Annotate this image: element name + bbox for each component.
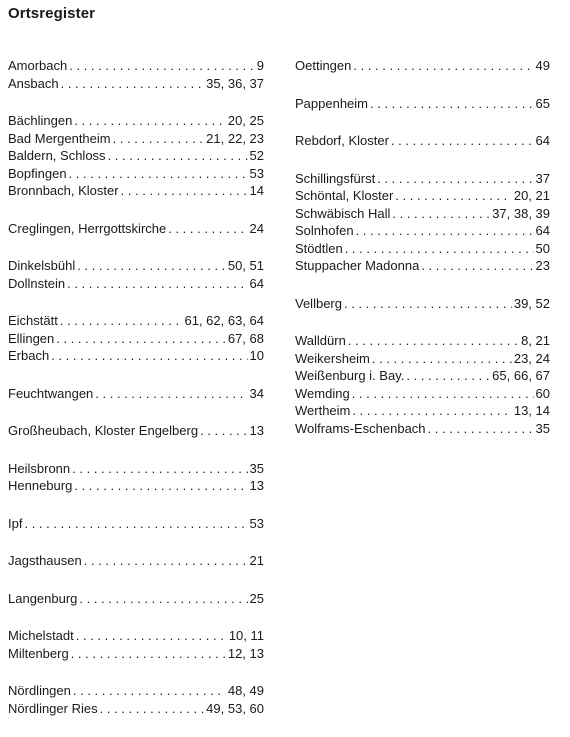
place-name: Langenburg: [8, 590, 78, 606]
place-name: Vellberg: [295, 295, 342, 311]
place-name: Bächlingen: [8, 113, 73, 128]
index-letter-group: [8, 590, 264, 608]
dot-leader: [395, 187, 512, 205]
page-numbers: 37, 38, 39: [492, 205, 550, 221]
index-entry: [295, 222, 550, 240]
place-name: Henneburg: [8, 478, 73, 493]
page-numbers: 37: [535, 170, 550, 186]
dot-leader: [370, 95, 534, 113]
place-name: Großheubach, Kloster Engelberg: [8, 423, 199, 438]
place-name: Erbach: [8, 348, 50, 363]
dot-leader: [84, 552, 248, 570]
page-numbers: 49: [535, 58, 550, 73]
place-name: Dollnstein: [8, 275, 66, 291]
page-numbers: 50: [535, 240, 550, 256]
page-numbers: 65, 66, 67: [492, 368, 550, 383]
index-entry: [8, 645, 264, 663]
index-entry: [295, 295, 550, 313]
index-entry: [295, 187, 550, 205]
dot-leader: [73, 682, 226, 700]
page-numbers: 12, 13: [227, 645, 264, 661]
index-entry: [8, 460, 264, 478]
index-entry: [295, 367, 550, 385]
page-numbers: 53: [249, 515, 264, 531]
index-letter-group: [8, 312, 264, 365]
index-entry: [8, 515, 264, 533]
dot-leader: [72, 460, 247, 478]
page-numbers: 13, 14: [513, 403, 550, 418]
place-name: Jagsthausen: [8, 553, 82, 568]
index-entry: [8, 700, 264, 718]
index-entry: [295, 350, 550, 368]
index-letter-group: [8, 422, 264, 440]
page-numbers: 50, 51: [227, 258, 264, 273]
dot-leader: [121, 182, 248, 200]
index-letter-group: [8, 57, 264, 92]
dot-leader: [344, 295, 512, 313]
page-numbers: 67, 68: [227, 330, 264, 346]
page-numbers: 64: [535, 133, 550, 148]
index-entry: [8, 220, 264, 238]
page-numbers: 13: [249, 478, 264, 493]
index-entry: [8, 130, 264, 148]
place-name: Ellingen: [8, 330, 55, 346]
place-name: Oettingen: [295, 58, 352, 73]
dot-leader: [100, 700, 205, 718]
dot-leader: [352, 402, 511, 420]
index-letter-group: [8, 220, 264, 238]
index-entry: [8, 75, 264, 93]
place-name: Schwäbisch Hall: [295, 205, 391, 221]
place-name: Schillingsfürst: [295, 170, 376, 186]
dot-leader: [391, 132, 534, 150]
index-entry: [295, 385, 550, 403]
dot-leader: [24, 515, 247, 533]
page-numbers: 64: [249, 275, 264, 291]
index-entry: [8, 182, 264, 200]
place-name: Weißenburg i. Bay.: [295, 368, 405, 383]
index-entry: [8, 57, 264, 75]
page-numbers: 23, 24: [513, 350, 550, 366]
place-name: Eichstätt: [8, 313, 58, 328]
place-name: Ansbach: [8, 75, 59, 91]
index-entry: [8, 347, 264, 365]
index-entry: [8, 385, 264, 403]
page-numbers: 14: [249, 183, 264, 198]
index-entry: [295, 332, 550, 350]
dot-leader: [392, 205, 490, 223]
place-name: Stuppacher Madonna: [295, 258, 420, 273]
page-numbers: 13: [249, 423, 264, 438]
place-name: Stödtlen: [295, 240, 343, 256]
index-entry: [295, 132, 550, 150]
page-numbers: 65: [535, 95, 550, 111]
page-numbers: 35: [249, 460, 264, 476]
place-name: Wolframs-Eschenbach: [295, 420, 426, 436]
dot-leader: [356, 222, 534, 240]
page-numbers: 21, 22, 23: [206, 130, 264, 146]
dot-leader: [51, 347, 247, 365]
index-letter-group: [295, 132, 550, 150]
dot-leader: [95, 385, 247, 403]
page-title: Ortsregister: [8, 5, 96, 22]
page-numbers: 39, 52: [513, 295, 550, 311]
page-numbers: 9: [256, 58, 264, 73]
dot-leader: [61, 75, 205, 93]
index-entry: [8, 312, 264, 330]
dot-leader: [345, 240, 534, 258]
index-letter-group: [8, 552, 264, 570]
index-column-right: [295, 57, 550, 457]
dot-leader: [352, 385, 534, 403]
index-entry: [8, 552, 264, 570]
place-name: Miltenberg: [8, 645, 69, 661]
dot-leader: [168, 220, 247, 238]
dot-leader: [69, 57, 255, 75]
index-entry: [8, 330, 264, 348]
page-numbers: 10, 11: [228, 628, 264, 643]
place-name: Pappenheim: [295, 95, 368, 111]
dot-leader: [79, 590, 247, 608]
page-numbers: 25: [249, 590, 264, 606]
page-numbers: 61, 62, 63, 64: [184, 313, 264, 328]
index-entry: [295, 240, 550, 258]
index-entry: [295, 170, 550, 188]
index-letter-group: [295, 95, 550, 113]
page-numbers: 35: [535, 420, 550, 436]
index-column-left: [8, 57, 264, 737]
place-name: Bopfingen: [8, 165, 67, 181]
index-letter-group: [8, 112, 264, 200]
dot-leader: [113, 130, 205, 148]
dot-leader: [74, 477, 247, 495]
dot-leader: [428, 420, 534, 438]
page-numbers: 20, 21: [513, 188, 550, 203]
place-name: Heilsbronn: [8, 460, 71, 476]
page-numbers: 34: [249, 385, 264, 401]
page-numbers: 52: [249, 148, 264, 163]
place-name: Nördlingen: [8, 683, 71, 698]
place-name: Schöntal, Kloster: [295, 188, 394, 203]
place-name: Dinkelsbühl: [8, 258, 76, 273]
dot-leader: [200, 422, 247, 440]
place-name: Baldern, Schloss: [8, 148, 106, 163]
index-entry: [295, 95, 550, 113]
index-entry: [8, 112, 264, 130]
dot-leader: [372, 350, 512, 368]
dot-leader: [348, 332, 519, 350]
index-letter-group: [8, 515, 264, 533]
page-numbers: 10: [249, 348, 264, 363]
dot-leader: [56, 330, 226, 348]
place-name: Bad Mergentheim: [8, 130, 111, 146]
page-numbers: 53: [249, 165, 264, 181]
index-entry: [295, 420, 550, 438]
place-name: Wertheim: [295, 403, 351, 418]
index-entry: [8, 477, 264, 495]
place-name: Bronnbach, Kloster: [8, 183, 119, 198]
index-letter-group: [295, 295, 550, 313]
dot-leader: [74, 112, 226, 130]
index-entry: [8, 682, 264, 700]
dot-leader: [77, 257, 226, 275]
dot-leader: [421, 257, 533, 275]
index-entry: [8, 422, 264, 440]
dot-leader: [71, 645, 226, 663]
index-entry: [295, 257, 550, 275]
place-name: Ipf: [8, 515, 23, 531]
index-entry: [295, 402, 550, 420]
page-numbers: 8, 21: [521, 333, 550, 348]
dot-leader: [406, 367, 490, 385]
dot-leader: [60, 312, 183, 330]
index-letter-group: [8, 682, 264, 717]
place-name: Feuchtwangen: [8, 385, 94, 401]
page-numbers: 48, 49: [227, 683, 264, 698]
dot-leader: [377, 170, 533, 188]
index-entry: [295, 205, 550, 223]
place-name: Michelstadt: [8, 628, 74, 643]
page-numbers: 49, 53, 60: [206, 700, 264, 716]
index-letter-group: [295, 170, 550, 275]
index-letter-group: [8, 627, 264, 662]
index-entry: [8, 147, 264, 165]
page-numbers: 20, 25: [227, 113, 264, 128]
dot-leader: [67, 275, 247, 293]
index-letter-group: [8, 257, 264, 292]
index-letter-group: [295, 332, 550, 437]
index-letter-group: [8, 460, 264, 495]
place-name: Walldürn: [295, 333, 346, 348]
index-entry: [8, 627, 264, 645]
index-entry: [8, 590, 264, 608]
page-numbers: 35, 36, 37: [206, 75, 264, 91]
page-numbers: 21: [249, 553, 264, 568]
index-entry: [8, 257, 264, 275]
dot-leader: [353, 57, 533, 75]
index-letter-group: [295, 57, 550, 75]
page-numbers: 60: [535, 385, 550, 401]
place-name: Nördlinger Ries: [8, 700, 98, 716]
page-numbers: 23: [535, 258, 550, 273]
page-numbers: 24: [249, 220, 264, 236]
dot-leader: [76, 627, 227, 645]
dot-leader: [69, 165, 248, 183]
place-name: Amorbach: [8, 58, 68, 73]
page-numbers: 64: [535, 223, 550, 238]
place-name: Weikersheim: [295, 350, 370, 366]
place-name: Wemding: [295, 385, 350, 401]
place-name: Rebdorf, Kloster: [295, 133, 389, 148]
dot-leader: [108, 147, 248, 165]
place-name: Solnhofen: [295, 223, 354, 238]
place-name: Creglingen, Herrgottskirche: [8, 220, 167, 236]
index-entry: [295, 57, 550, 75]
index-entry: [8, 165, 264, 183]
index-entry: [8, 275, 264, 293]
index-letter-group: [8, 385, 264, 403]
